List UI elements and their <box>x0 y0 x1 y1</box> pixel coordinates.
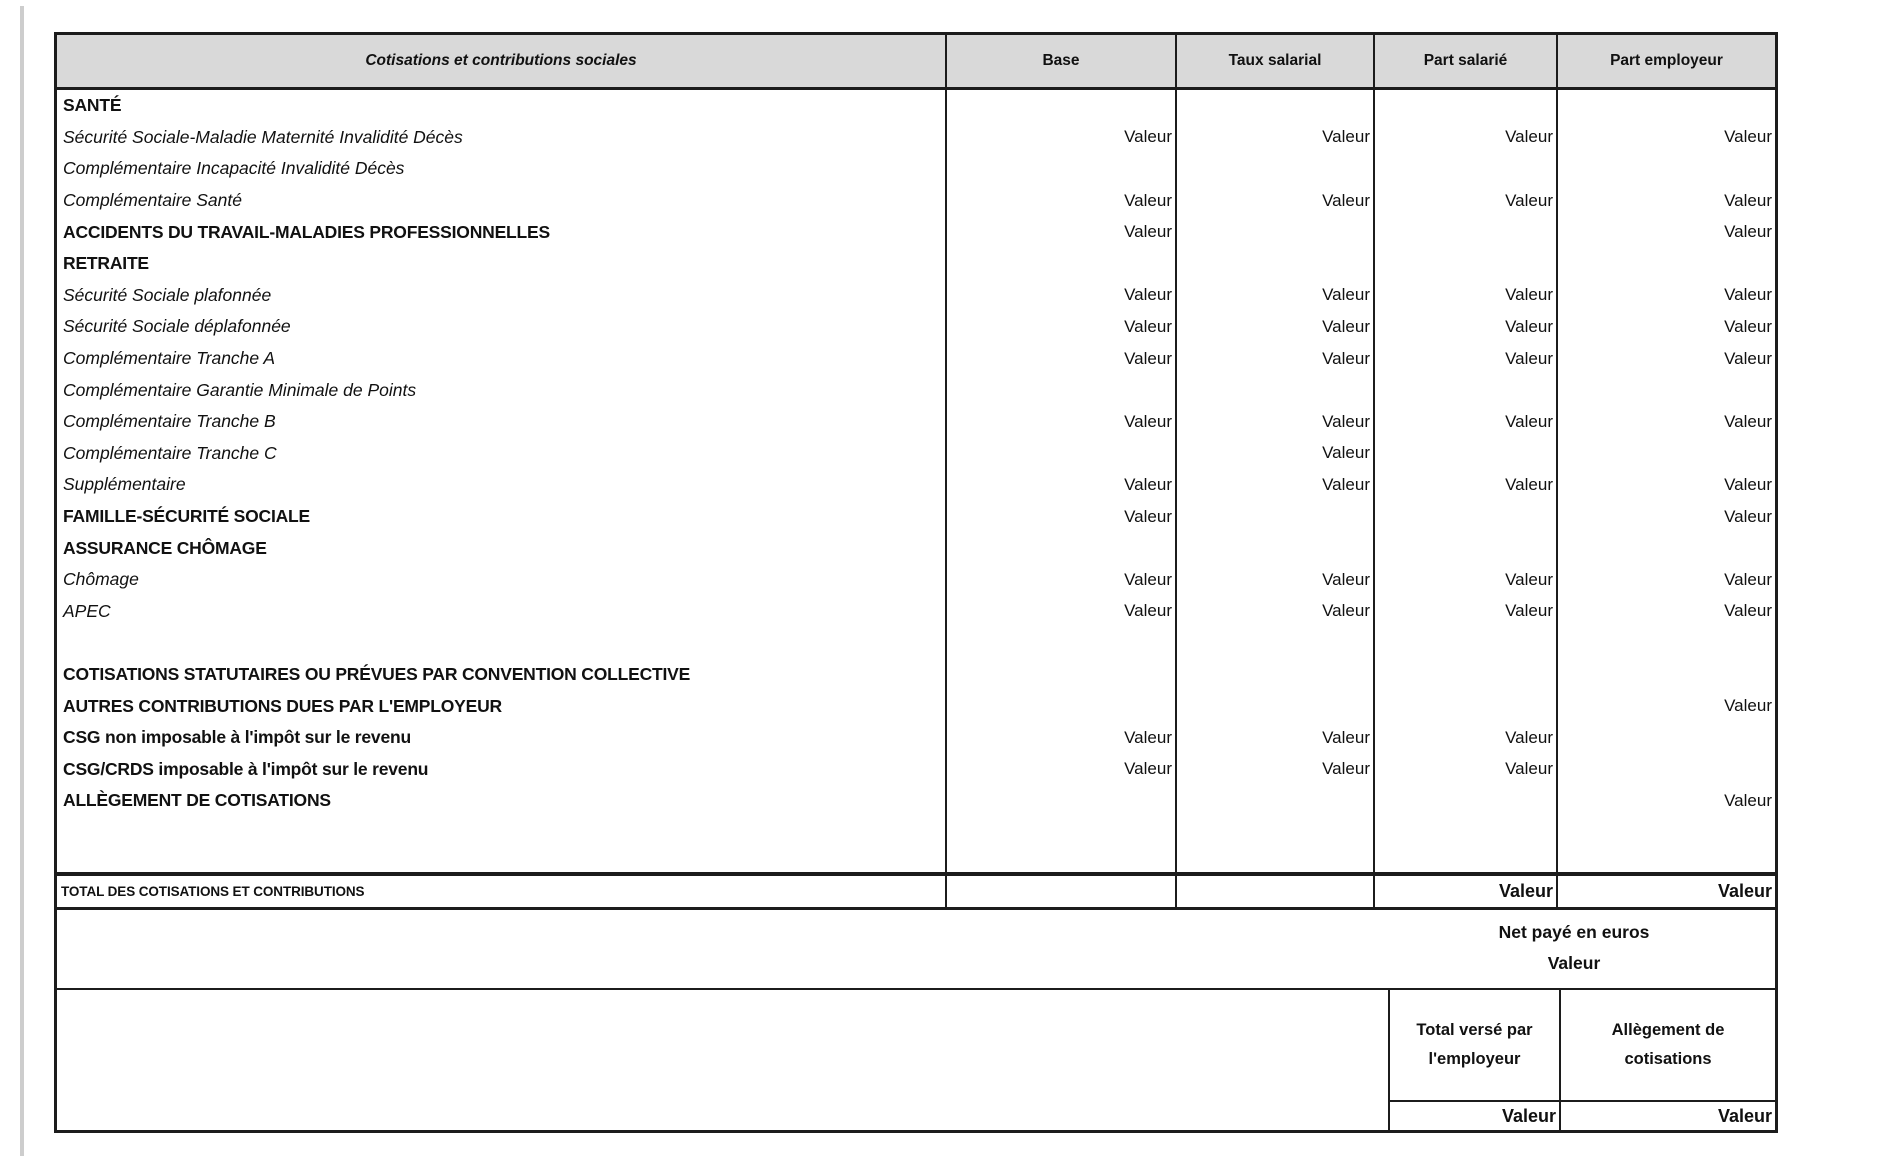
total-verse-employeur-value: Valeur <box>1501 1105 1556 1126</box>
cell-base: Valeur <box>945 216 1175 248</box>
table-row <box>57 564 1775 596</box>
total-cell-base <box>945 876 1175 907</box>
row-label: Sécurité Sociale déplafonnée <box>63 316 291 337</box>
cell-part-salarie: Valeur <box>1373 185 1556 217</box>
cell-part-salarie: Valeur <box>1373 722 1556 754</box>
cell-part-employeur <box>1556 659 1775 691</box>
cell-part-salarie <box>1373 153 1556 185</box>
cell-part-salarie <box>1373 438 1556 470</box>
net-paye-band <box>57 910 1775 990</box>
cell-base: Valeur <box>945 311 1175 343</box>
cell-base: Valeur <box>945 185 1175 217</box>
cell-taux-salarial: Valeur <box>1175 406 1373 438</box>
table-row <box>57 785 1775 817</box>
cell-part-salarie: Valeur <box>1373 596 1556 628</box>
row-label: FAMILLE-SÉCURITÉ SOCIALE <box>63 506 311 527</box>
row-label <box>57 817 945 872</box>
row-label: Complémentaire Tranche C <box>63 442 277 463</box>
cell-part-employeur <box>1556 153 1775 185</box>
row-label: ACCIDENTS DU TRAVAIL-MALADIES PROFESSIONNELLES <box>63 221 550 242</box>
table-row <box>57 153 1775 185</box>
cell-part-employeur <box>1556 817 1775 872</box>
cell-base <box>945 374 1175 406</box>
cell-base: Valeur <box>945 501 1175 533</box>
cell-part-employeur <box>1556 90 1775 122</box>
table-row <box>57 216 1775 248</box>
header-taux-salarial: Taux salarial <box>1175 35 1373 87</box>
cell-part-salarie: Valeur <box>1373 406 1556 438</box>
cell-taux-salarial: Valeur <box>1175 122 1373 154</box>
header-base: Base <box>945 35 1175 87</box>
header-part-salarie: Part salarié <box>1373 35 1556 87</box>
cell-base <box>945 659 1175 691</box>
table-row <box>57 501 1775 533</box>
row-label: Sécurité Sociale plafonnée <box>63 284 272 305</box>
table-row <box>57 343 1775 375</box>
cell-base <box>945 785 1175 817</box>
table-row <box>57 280 1775 312</box>
cell-taux-salarial <box>1175 153 1373 185</box>
row-label: ASSURANCE CHÔMAGE <box>63 537 267 558</box>
cell-part-employeur <box>1556 248 1775 280</box>
cell-part-salarie <box>1373 817 1556 872</box>
cell-part-salarie <box>1373 627 1556 659</box>
table-row <box>57 627 1775 659</box>
table-row <box>57 311 1775 343</box>
total-row-label: TOTAL DES COTISATIONS ET CONTRIBUTIONS <box>61 884 365 899</box>
table-row <box>57 438 1775 470</box>
total-cell-taux-salarial <box>1175 876 1373 907</box>
cell-taux-salarial: Valeur <box>1175 753 1373 785</box>
table-row <box>57 753 1775 785</box>
cell-taux-salarial <box>1175 216 1373 248</box>
net-paye-block <box>1373 917 1775 979</box>
cell-base <box>945 532 1175 564</box>
cell-taux-salarial <box>1175 817 1373 872</box>
table-row <box>57 722 1775 754</box>
row-label: COTISATIONS STATUTAIRES OU PRÉVUES PAR CONVENTION COLLECTIVE <box>63 663 691 684</box>
cell-part-employeur <box>1556 532 1775 564</box>
allegement-cotisations-value: Valeur <box>1717 1105 1772 1126</box>
cell-taux-salarial <box>1175 659 1373 691</box>
cell-part-salarie <box>1373 216 1556 248</box>
cell-taux-salarial: Valeur <box>1175 438 1373 470</box>
cell-base: Valeur <box>945 722 1175 754</box>
cell-part-employeur: Valeur <box>1556 122 1775 154</box>
table-row <box>57 406 1775 438</box>
cell-base <box>945 248 1175 280</box>
cell-taux-salarial: Valeur <box>1175 311 1373 343</box>
cell-base <box>945 90 1175 122</box>
cell-base: Valeur <box>945 596 1175 628</box>
cell-taux-salarial: Valeur <box>1175 185 1373 217</box>
cell-base: Valeur <box>945 564 1175 596</box>
cell-part-salarie <box>1373 90 1556 122</box>
row-label: Complémentaire Santé <box>63 190 242 211</box>
table-row <box>57 659 1775 691</box>
row-label: CSG non imposable à l'impôt sur le revenu <box>63 727 411 748</box>
cell-taux-salarial: Valeur <box>1175 280 1373 312</box>
cell-part-employeur: Valeur <box>1556 501 1775 533</box>
total-verse-employeur-cell <box>1388 990 1559 1130</box>
employer-summary-band <box>57 990 1775 1130</box>
cell-taux-salarial: Valeur <box>1175 722 1373 754</box>
cell-base <box>945 153 1175 185</box>
row-label: Complémentaire Tranche A <box>63 348 276 369</box>
row-label: ALLÈGEMENT DE COTISATIONS <box>63 790 331 811</box>
cell-part-employeur: Valeur <box>1556 311 1775 343</box>
cell-part-employeur: Valeur <box>1556 343 1775 375</box>
cell-taux-salarial <box>1175 90 1373 122</box>
cell-part-employeur: Valeur <box>1556 185 1775 217</box>
net-paye-value: Valeur <box>1547 953 1601 973</box>
total-cell-part-salarie: Valeur <box>1373 876 1556 907</box>
table-row <box>57 690 1775 722</box>
cell-part-employeur: Valeur <box>1556 690 1775 722</box>
cell-part-salarie: Valeur <box>1373 343 1556 375</box>
cell-taux-salarial <box>1175 690 1373 722</box>
row-label: AUTRES CONTRIBUTIONS DUES PAR L'EMPLOYEUR <box>63 695 502 716</box>
row-label <box>57 627 945 659</box>
cell-taux-salarial <box>1175 501 1373 533</box>
row-label: Supplémentaire <box>63 474 186 495</box>
cell-part-employeur: Valeur <box>1556 564 1775 596</box>
cell-taux-salarial <box>1175 248 1373 280</box>
total-row <box>57 872 1775 910</box>
cell-base <box>945 817 1175 872</box>
cell-base <box>945 690 1175 722</box>
table-row <box>57 532 1775 564</box>
cell-part-employeur: Valeur <box>1556 216 1775 248</box>
cell-base: Valeur <box>945 469 1175 501</box>
table-row <box>57 817 1775 872</box>
table-row <box>57 469 1775 501</box>
cell-taux-salarial <box>1175 785 1373 817</box>
table-header-row <box>57 35 1775 90</box>
total-cell-part-employeur: Valeur <box>1556 876 1775 907</box>
cell-taux-salarial: Valeur <box>1175 596 1373 628</box>
cell-part-salarie: Valeur <box>1373 280 1556 312</box>
header-part-employeur: Part employeur <box>1556 35 1775 87</box>
table-row <box>57 374 1775 406</box>
cell-part-salarie <box>1373 374 1556 406</box>
cell-taux-salarial <box>1175 374 1373 406</box>
cell-part-employeur: Valeur <box>1556 469 1775 501</box>
cell-part-salarie <box>1373 532 1556 564</box>
cell-base: Valeur <box>945 280 1175 312</box>
table-row <box>57 248 1775 280</box>
row-label: CSG/CRDS imposable à l'impôt sur le revenu <box>63 758 429 779</box>
total-verse-employeur-header <box>1390 990 1559 1102</box>
cell-part-employeur <box>1556 627 1775 659</box>
cell-part-employeur: Valeur <box>1556 785 1775 817</box>
row-label: Sécurité Sociale-Maladie Maternité Invalidité Décès <box>63 126 463 147</box>
net-paye-label: Net payé en euros <box>1498 922 1650 942</box>
row-label: Complémentaire Incapacité Invalidité Décès <box>63 158 405 179</box>
row-label: Chômage <box>63 569 139 590</box>
cell-base <box>945 438 1175 470</box>
table-row <box>57 90 1775 122</box>
cell-base: Valeur <box>945 343 1175 375</box>
cell-taux-salarial: Valeur <box>1175 343 1373 375</box>
allegement-cotisations-label: Allègement de cotisations <box>1611 1021 1725 1068</box>
cell-part-salarie <box>1373 690 1556 722</box>
cell-part-employeur: Valeur <box>1556 406 1775 438</box>
row-label: SANTÉ <box>63 95 122 116</box>
cell-part-employeur <box>1556 438 1775 470</box>
cell-part-salarie: Valeur <box>1373 311 1556 343</box>
cell-base: Valeur <box>945 406 1175 438</box>
table-body <box>57 90 1775 872</box>
cell-part-salarie: Valeur <box>1373 753 1556 785</box>
cell-part-employeur <box>1556 753 1775 785</box>
allegement-cotisations-cell <box>1559 990 1775 1130</box>
cell-part-employeur: Valeur <box>1556 596 1775 628</box>
cell-base: Valeur <box>945 122 1175 154</box>
row-label: APEC <box>63 600 111 621</box>
cell-taux-salarial <box>1175 627 1373 659</box>
cell-taux-salarial: Valeur <box>1175 564 1373 596</box>
scanned-page-edge-line <box>20 6 24 1156</box>
cell-base <box>945 627 1175 659</box>
cell-part-salarie <box>1373 248 1556 280</box>
cell-part-employeur <box>1556 374 1775 406</box>
table-row <box>57 596 1775 628</box>
contributions-table <box>54 32 1778 1133</box>
row-label: Complémentaire Garantie Minimale de Points <box>63 379 417 400</box>
row-label: Complémentaire Tranche B <box>63 411 276 432</box>
cell-base: Valeur <box>945 753 1175 785</box>
cell-part-salarie <box>1373 501 1556 533</box>
cell-part-employeur <box>1556 722 1775 754</box>
cell-part-employeur: Valeur <box>1556 280 1775 312</box>
cell-part-salarie <box>1373 785 1556 817</box>
header-cotisations: Cotisations et contributions sociales <box>365 52 637 69</box>
total-verse-employeur-label: Total versé par l'employeur <box>1416 1021 1533 1068</box>
cell-part-salarie: Valeur <box>1373 122 1556 154</box>
row-label: RETRAITE <box>63 253 149 274</box>
cell-taux-salarial <box>1175 532 1373 564</box>
table-row <box>57 122 1775 154</box>
table-row <box>57 185 1775 217</box>
cell-part-salarie: Valeur <box>1373 469 1556 501</box>
allegement-cotisations-header <box>1561 990 1775 1102</box>
cell-part-salarie <box>1373 659 1556 691</box>
cell-taux-salarial: Valeur <box>1175 469 1373 501</box>
cell-part-salarie: Valeur <box>1373 564 1556 596</box>
